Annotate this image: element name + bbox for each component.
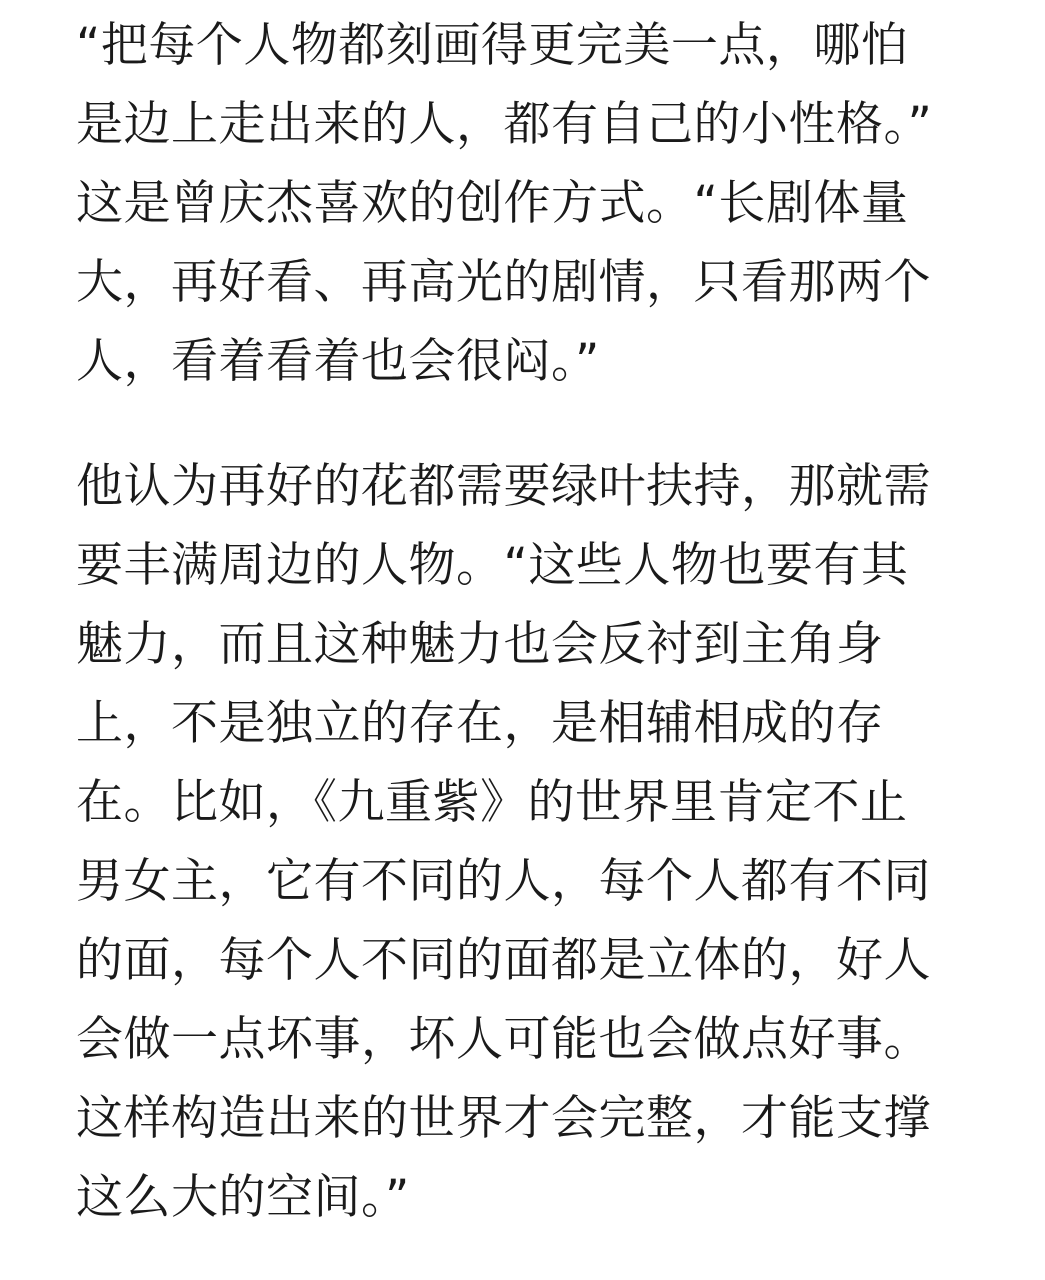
text-line: 男女主，它有不同的人，每个人都有不同: [76, 854, 931, 909]
text-line: 大，再好看、再高光的剧情，只看那两个: [76, 255, 931, 310]
text-line: 魅力，而且这种魅力也会反衬到主角身: [76, 617, 884, 672]
text-line: 要丰满周边的人物。“这些人物也要有其: [76, 538, 909, 593]
text-line: 他认为再好的花都需要绿叶扶持，那就需: [76, 459, 931, 514]
text-line: 是边上走出来的人，都有自己的小性格。”: [76, 97, 933, 152]
article-body: [76, 6, 976, 1237]
text-line: 的面，每个人不同的面都是立体的，好人: [76, 933, 931, 988]
paragraph-1: [76, 6, 976, 401]
text-line: 会做一点坏事，坏人可能也会做点好事。: [76, 1012, 931, 1067]
paragraph-2: [76, 447, 976, 1237]
paragraph-spacer: [76, 401, 976, 447]
text-line: 这是曾庆杰喜欢的创作方式。“长剧体量: [76, 176, 909, 231]
text-line: 在。比如，《九重紫》的世界里肯定不止: [76, 775, 908, 830]
text-line: 这样构造出来的世界才会完整，才能支撑: [76, 1091, 931, 1146]
text-line: 这么大的空间。”: [76, 1170, 410, 1225]
text-line: 人，看着看着也会很闷。”: [76, 334, 600, 389]
text-line: “把每个人物都刻画得更完美一点，哪怕: [76, 18, 909, 73]
text-line: 上，不是独立的存在，是相辅相成的存: [76, 696, 884, 751]
